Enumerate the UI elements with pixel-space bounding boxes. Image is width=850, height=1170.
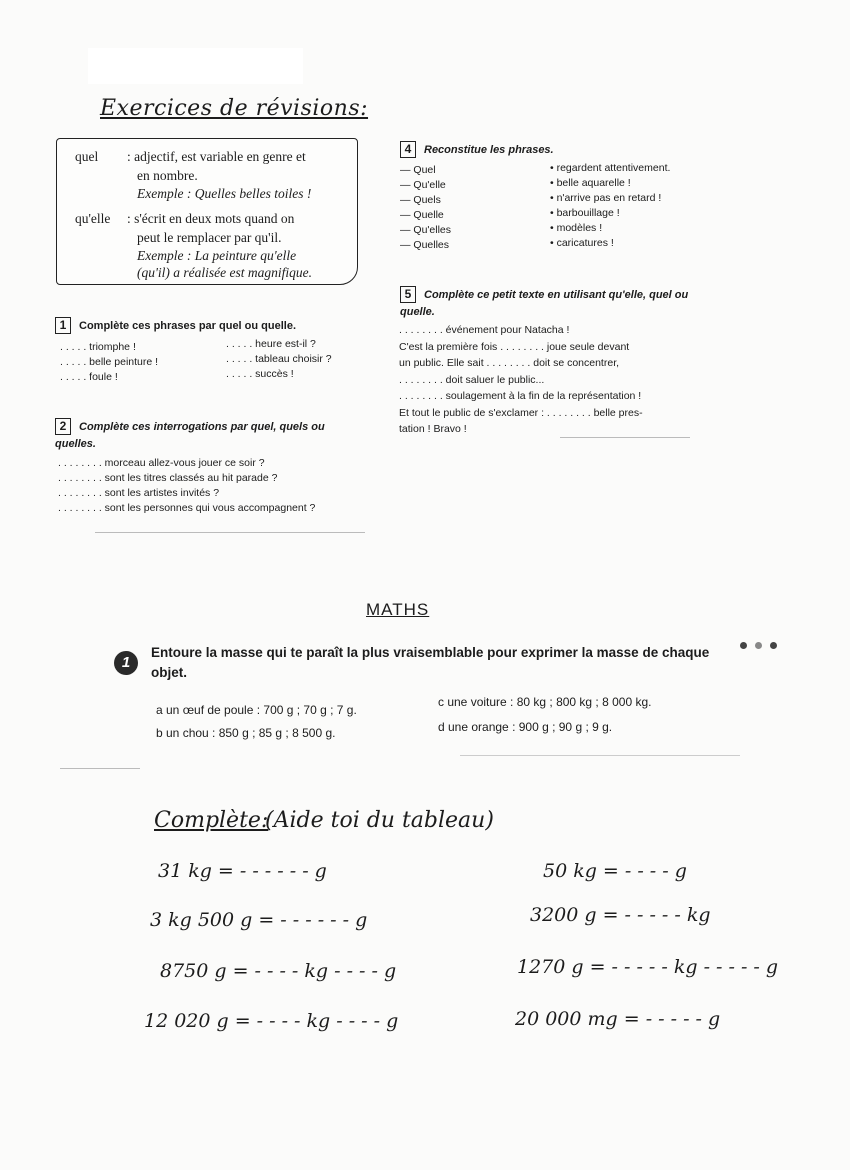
list-item: . . . . . . . . sont les personnes qui vous accompagnent ? — [58, 502, 316, 514]
option-c: c une voiture : 80 kg ; 800 kg ; 8 000 kg. — [438, 695, 652, 709]
exercise-5 — [400, 286, 710, 320]
exercise-4-left-column — [400, 163, 451, 253]
exercise-5-text — [399, 322, 704, 438]
text-line: tation ! Bravo ! — [399, 423, 467, 435]
exercise-2 — [55, 418, 365, 452]
handwritten-note: (Aide toi du tableau) — [265, 808, 494, 833]
quelle-definition-line-1: : s'écrit en deux mots quand on — [127, 211, 295, 226]
quelle-definition-line-2: peut le remplacer par qu'il. — [137, 230, 282, 245]
exercise-title: Reconstitue les phrases. — [424, 144, 554, 156]
exercise-4 — [400, 140, 554, 158]
list-item: — Qu'elle — [400, 179, 446, 191]
list-item: • barbouillage ! — [550, 207, 620, 219]
list-item: — Quels — [400, 194, 441, 206]
page-title: Exercices de révisions: — [100, 96, 369, 121]
quel-example: Exemple : Quelles belles toiles ! — [137, 186, 312, 201]
divider — [560, 437, 690, 438]
exercise-number: 4 — [400, 141, 416, 158]
quel-definition-line-1: : adjectif, est variable en genre et — [127, 149, 306, 164]
list-item: . . . . . triomphe ! — [60, 341, 136, 353]
exercise-1-right-items — [226, 337, 332, 382]
quelle-example-line-1: Exemple : La peinture qu'elle — [137, 248, 297, 263]
difficulty-dot-icon — [740, 642, 747, 649]
conversion-item: 20 000 mg = - - - - - g — [515, 1008, 721, 1030]
list-item: . . . . . heure est-il ? — [226, 338, 316, 350]
exercise-1-left-items — [60, 340, 158, 385]
conversion-item: 31 kg = - - - - - - g — [158, 860, 327, 882]
list-item: • n'arrive pas en retard ! — [550, 192, 662, 204]
list-item: — Qu'elles — [400, 224, 452, 236]
quel-definition-line-2: en nombre. — [137, 168, 198, 183]
quelle-example-line-2: (qu'il) a réalisée est magnifique. — [137, 265, 312, 280]
exercise-title: Complète ces interrogations par quel, quels ou quelles. — [55, 421, 325, 450]
exercise-number: 2 — [55, 418, 71, 435]
conversion-item: 3 kg 500 g = - - - - - - g — [150, 909, 368, 931]
exercise-2-items — [58, 456, 315, 516]
list-item: . . . . . succès ! — [226, 368, 294, 380]
divider — [60, 768, 140, 769]
conversion-item: 8750 g = - - - - kg - - - - g — [160, 960, 397, 982]
divider — [95, 532, 365, 533]
conversion-item: 3200 g = - - - - - kg — [530, 904, 711, 926]
text-line: Et tout le public de s'exclamer : . . . . . . . . belle pres- — [399, 406, 643, 419]
blank-area — [88, 48, 303, 84]
exercise-number: 5 — [400, 286, 416, 303]
list-item: • modèles ! — [550, 222, 603, 234]
difficulty-dot-icon — [755, 642, 762, 649]
exercise-number: 1 — [55, 317, 71, 334]
difficulty-dot-icon — [770, 642, 777, 649]
divider — [460, 755, 740, 756]
list-item: — Quelles — [400, 239, 450, 251]
list-item: . . . . . . . . sont les titres classés au hit parade ? — [58, 472, 278, 484]
conversion-item: 50 kg = - - - - g — [543, 860, 687, 882]
exercise-4-right-column — [550, 161, 670, 251]
quelle-term: qu'elle — [75, 211, 111, 226]
exercise-number-badge: 1 — [114, 651, 138, 675]
handwritten-heading: Complète: — [154, 808, 269, 833]
text-line: . . . . . . . . événement pour Natacha ! — [399, 324, 570, 336]
list-item: • belle aquarelle ! — [550, 177, 631, 189]
maths-instruction: Entoure la masse qui te paraît la plus vraisemblable pour exprimer la masse de chaque objet. — [151, 645, 710, 680]
conversion-item: 1270 g = - - - - - kg - - - - - g — [517, 956, 779, 978]
exercise-title: Complète ce petit texte en utilisant qu'elle, quel ou quelle. — [400, 289, 689, 318]
list-item: . . . . . belle peinture ! — [60, 356, 159, 368]
option-b: b un chou : 850 g ; 85 g ; 8 500 g. — [156, 726, 336, 740]
list-item: . . . . . . . . morceau allez-vous jouer ce soir ? — [58, 457, 265, 469]
conversion-item: 12 020 g = - - - - kg - - - - g — [144, 1010, 399, 1032]
text-line: C'est la première fois . . . . . . . . joue seule devant — [399, 340, 630, 353]
exercise-1 — [55, 316, 365, 334]
list-item: • caricatures ! — [550, 237, 614, 249]
list-item: . . . . . foule ! — [60, 371, 118, 383]
list-item: — Quel — [400, 164, 436, 176]
option-d: d une orange : 900 g ; 90 g ; 9 g. — [438, 720, 613, 734]
option-a: a un œuf de poule : 700 g ; 70 g ; 7 g. — [156, 703, 357, 717]
list-item: • regardent attentivement. — [550, 162, 671, 174]
list-item: — Quelle — [400, 209, 444, 221]
maths-title: MATHS — [366, 600, 430, 619]
rule-box — [56, 138, 358, 285]
text-line: . . . . . . . . soulagement à la fin de la représentation ! — [399, 390, 642, 402]
text-line: un public. Elle sait . . . . . . . . doit se concentrer, — [399, 357, 620, 369]
list-item: . . . . . tableau choisir ? — [226, 353, 332, 365]
quel-term: quel — [75, 149, 99, 164]
text-line: . . . . . . . . doit saluer le public... — [399, 373, 545, 386]
list-item: . . . . . . . . sont les artistes invités ? — [58, 487, 220, 499]
exercise-title: Complète ces phrases par quel ou quelle. — [79, 320, 297, 332]
